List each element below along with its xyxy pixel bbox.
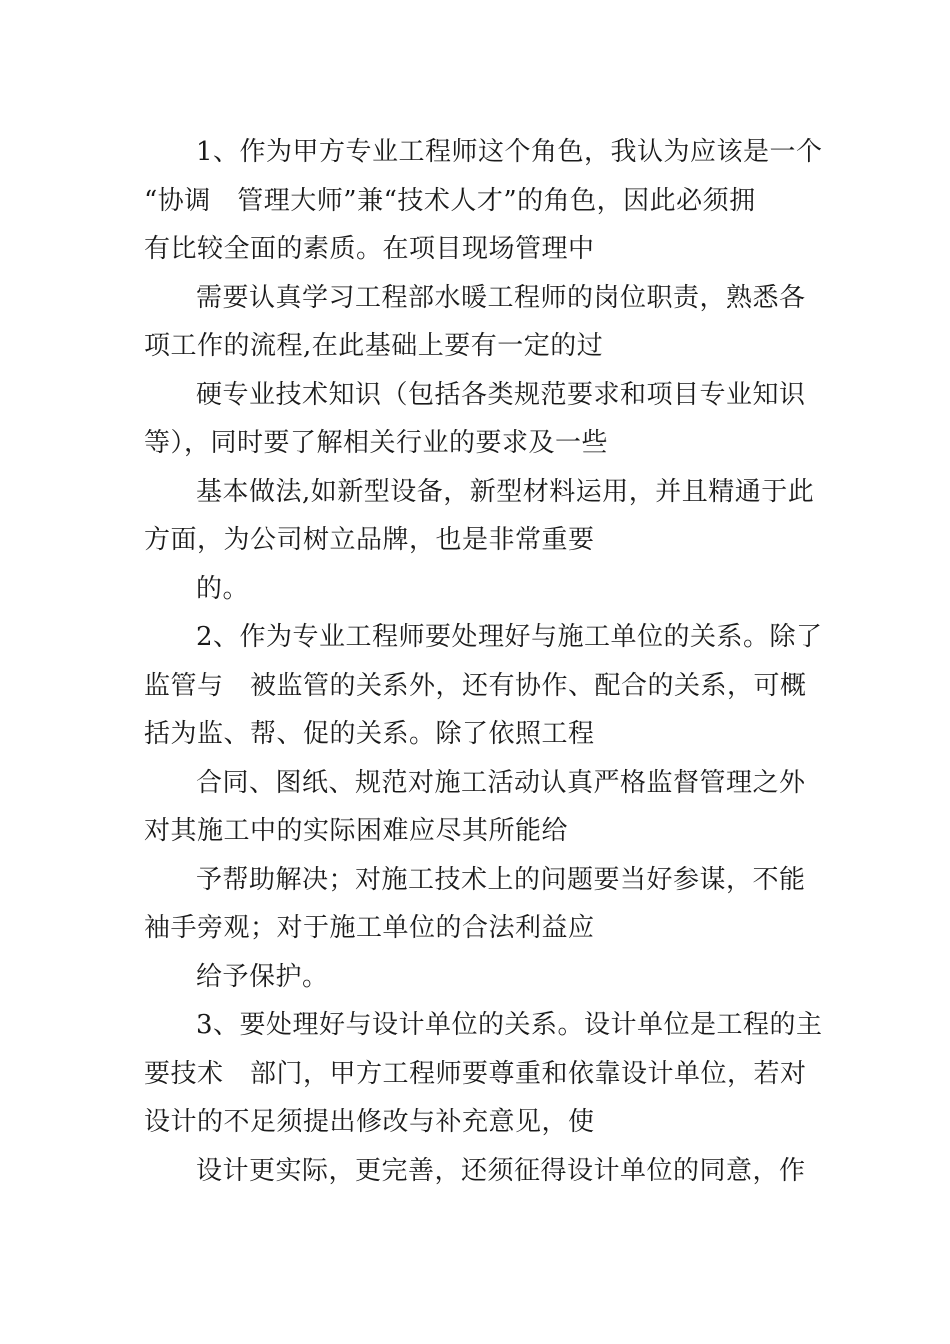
document-body — [144, 128, 823, 1195]
text-line-10: 的。 — [196, 573, 250, 604]
text-line-7: 等），同时要了解相关行业的要求及一些 — [144, 428, 609, 458]
text-line-12: 监管与 被监管的关系外，还有协作、配合的关系，可概 — [144, 670, 807, 701]
text-line-4: 需要认真学习工程部水暖工程师的岗位职责，熟悉各 — [196, 282, 806, 313]
text-line-19: 3、要处理好与设计单位的关系。设计单位是工程的主 — [196, 1010, 823, 1040]
text-line-8: 基本做法,如新型设备，新型材料运用，并且精通于此 — [196, 476, 815, 507]
text-line-14: 合同、图纸、规范对施工活动认真严格监督管理之外 — [196, 767, 806, 798]
text-line-6: 硬专业技术知识（包括各类规范要求和项目专业知识 — [196, 379, 806, 410]
text-line-1: 1、作为甲方专业工程师这个角色，我认为应该是一个 — [196, 137, 823, 167]
text-line-11: 2、作为专业工程师要处理好与施工单位的关系。除了 — [196, 622, 823, 652]
text-line-13: 括为监、帮、促的关系。除了依照工程 — [144, 719, 595, 749]
text-line-2: “协调 管理大师”兼“技术人才”的角色，因此必须拥 — [144, 185, 756, 216]
text-line-18: 给予保护。 — [196, 961, 329, 992]
text-line-15: 对其施工中的实际困难应尽其所能给 — [144, 816, 569, 846]
text-line-9: 方面，为公司树立品牌，也是非常重要 — [144, 525, 595, 555]
text-line-22: 设计更实际，更完善，还须征得设计单位的同意，作 — [196, 1155, 806, 1186]
text-line-16: 予帮助解决；对施工技术上的问题要当好参谋，不能 — [196, 864, 806, 895]
text-line-3: 有比较全面的素质。在项目现场管理中 — [144, 234, 595, 264]
text-line-20: 要技术 部门，甲方工程师要尊重和依靠设计单位，若对 — [144, 1058, 807, 1089]
text-line-21: 设计的不足须提出修改与补充意见，使 — [144, 1107, 595, 1137]
text-line-5: 项工作的流程,在此基础上要有一定的过 — [144, 331, 604, 361]
text-line-17: 袖手旁观；对于施工单位的合法利益应 — [144, 913, 595, 943]
